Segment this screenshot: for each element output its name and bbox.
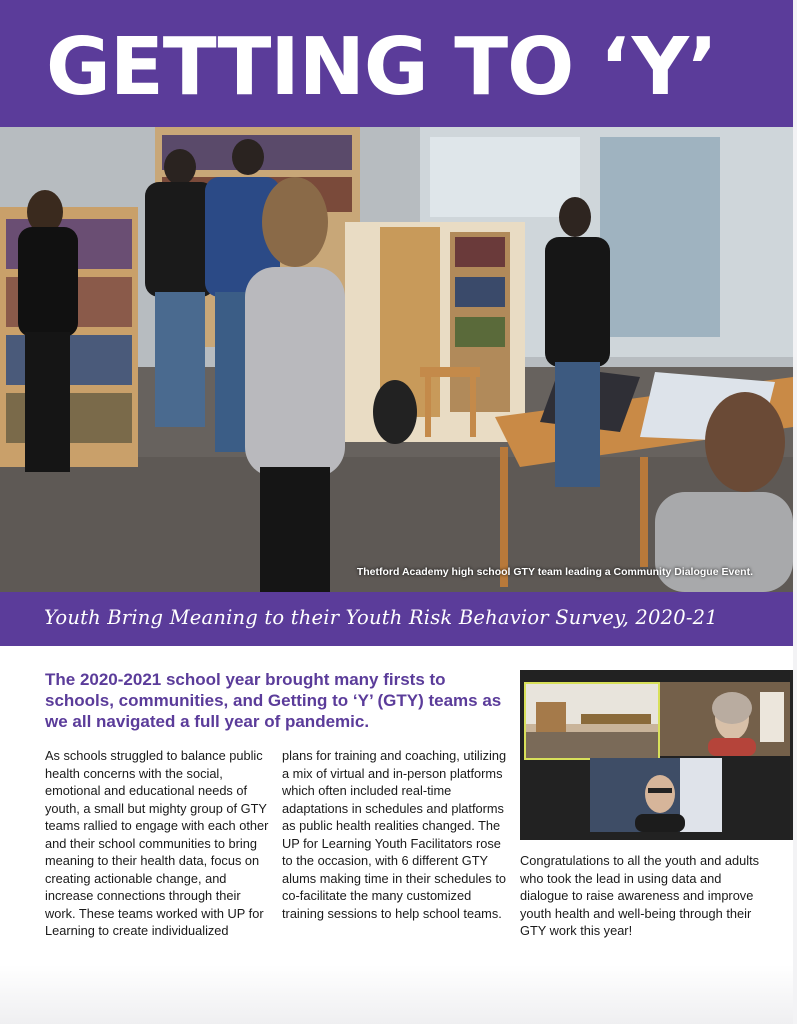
room-view-illustration xyxy=(526,684,658,758)
subtitle-band xyxy=(0,592,793,646)
page-edge xyxy=(793,0,797,1024)
article-column-2: plans for training and coaching, utilizing a mix of virtual and in-person platforms which often included real-time adaptations in schedules and platforms as public health realities changed. The UP for Learning Youth Facilitators rose to the occasion, with 6 different GTY alums making time in their schedules to co-facilitate the many customized training sessions to help school teams. xyxy=(282,748,507,921)
page-title: GETTING TO ‘Y’ xyxy=(46,21,717,113)
sidebar-congrats: Congratulations to all the youth and adults who took the lead in using data and dialogue to raise awareness and improve youth health and well-being through their GTY work this year! xyxy=(520,853,760,938)
hero-photo xyxy=(0,127,793,592)
section-subtitle: Youth Bring Meaning to their Youth Risk Behavior Survey, 2020-21 xyxy=(44,606,718,629)
article-lede: The 2020-2021 school year brought many firsts to schools, communities, and Getting to ‘Y’ (GTY) teams as we all navigated a full year of pandemic. xyxy=(45,670,502,731)
video-tile-youth xyxy=(590,758,722,832)
adult-participant-illustration xyxy=(660,682,790,756)
video-tile-room xyxy=(524,682,660,760)
page-footer-fade xyxy=(0,965,797,1024)
video-call-screenshot xyxy=(520,670,793,840)
library-scene-illustration xyxy=(0,127,793,592)
photo-caption: Thetford Academy high school GTY team leading a Community Dialogue Event. xyxy=(356,566,753,578)
video-tile-adult xyxy=(660,682,790,756)
article-column-1: As schools struggled to balance public health concerns with the social, emotional and educational needs of youth, a small but mighty group of GTY teams rallied to engage with each other and their school communities to bring meaning to their health data, focus on creating actionable change, and increase connections through their work. These teams worked with UP for Learning to create individualized xyxy=(45,748,269,938)
youth-participant-illustration xyxy=(590,758,722,832)
header-banner xyxy=(0,0,793,127)
